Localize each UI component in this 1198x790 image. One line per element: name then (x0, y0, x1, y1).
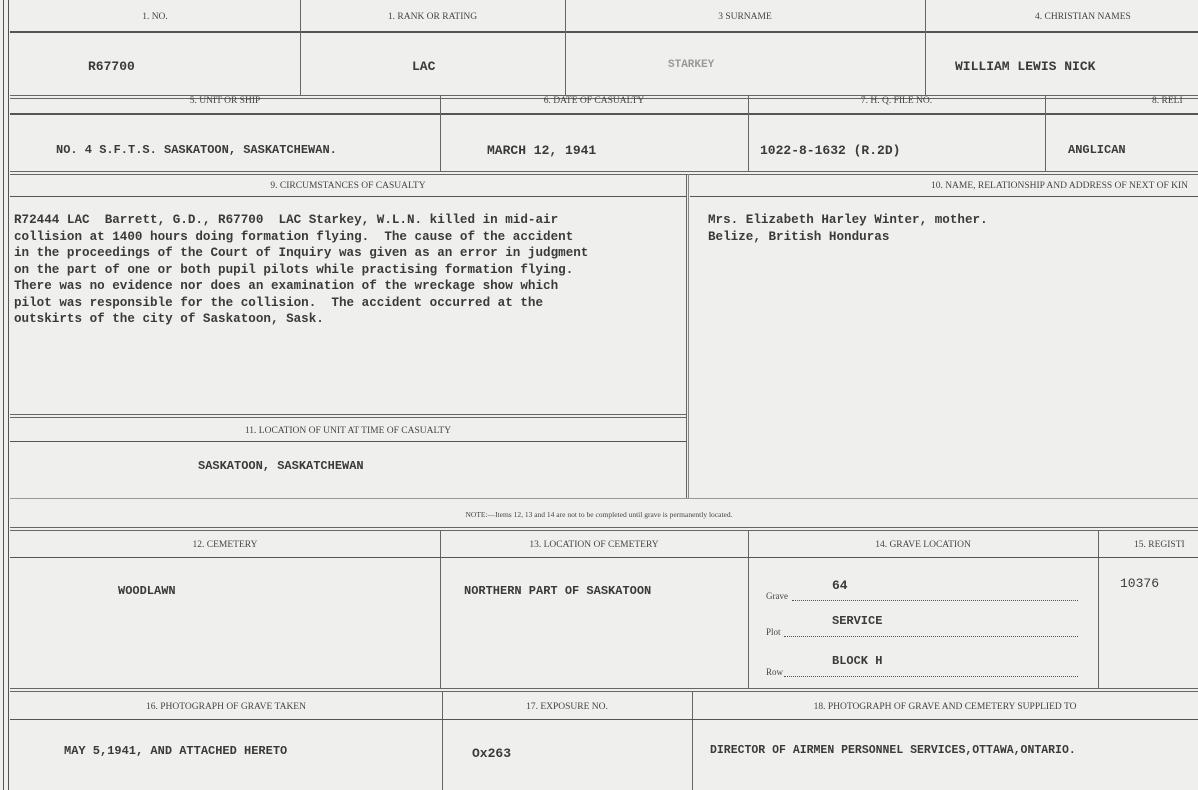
location-unit: SASKATOON, SASKATCHEWAN (198, 459, 364, 473)
left-border (3, 0, 9, 790)
row-label: Row (766, 667, 784, 677)
label-registration: 15. REGISTI (1134, 540, 1185, 550)
religion: ANGLICAN (1068, 143, 1126, 157)
divider (10, 414, 686, 415)
dotted-line (784, 676, 1078, 677)
photo-taken: MAY 5,1941, AND ATTACHED HERETO (64, 744, 288, 758)
label-photo-taken: 16. PHOTOGRAPH OF GRAVE TAKEN (146, 702, 306, 712)
label-grave-location: 14. GRAVE LOCATION (875, 540, 971, 550)
row: BLOCK H (832, 654, 883, 668)
divider (10, 196, 686, 197)
label-exposure: 17. EXPOSURE NO. (526, 702, 608, 712)
dotted-line (784, 636, 1078, 637)
label-rank: 1. RANK OR RATING (387, 12, 478, 22)
photo-supplied-to: DIRECTOR OF AIRMEN PERSONNEL SERVICES,OTTAWA,ONTARIO. (710, 744, 1076, 757)
grave: 64 (832, 578, 848, 593)
divider (10, 171, 1198, 172)
label-surname: 3 SURNAME (718, 12, 772, 22)
next-of-kin-text: Mrs. Elizabeth Harley Winter, mother. Belize, British Honduras (708, 213, 988, 244)
label-religion: 8. RELI (1152, 96, 1183, 106)
label-next-of-kin: 10. NAME, RELATIONSHIP AND ADDRESS OF NEXT OF KIN (930, 181, 1188, 191)
column-divider (440, 96, 441, 172)
divider (10, 527, 1198, 528)
column-divider (925, 0, 926, 96)
divider (10, 31, 1198, 33)
column-divider (1098, 530, 1099, 688)
plot-label: Plot (766, 627, 781, 637)
column-divider (1045, 96, 1046, 172)
unit: NO. 4 S.F.T.S. SASKATOON, SASKATCHEWAN. (56, 143, 337, 157)
christian-names: WILLIAM LEWIS NICK (955, 59, 1096, 74)
grave-label: Grave (766, 591, 788, 601)
column-divider (748, 530, 749, 688)
rank: LAC (412, 59, 436, 74)
service-number: R67700 (88, 59, 135, 74)
column-divider (440, 530, 441, 688)
label-cemetery-location: 13. LOCATION OF CEMETERY (529, 540, 659, 550)
exposure-no: Ox263 (472, 746, 512, 761)
divider (10, 113, 1198, 115)
dotted-line (792, 600, 1078, 601)
plot: SERVICE (832, 614, 883, 628)
divider (10, 719, 1198, 720)
divider (10, 441, 686, 442)
column-divider (748, 96, 749, 172)
label-file-no: 7. H. Q. FILE NO. (860, 96, 933, 106)
label-cemetery: 12. CEMETERY (192, 540, 258, 550)
divider (10, 498, 1198, 499)
label-unit: 5. UNIT OR SHIP (189, 96, 261, 106)
label-photo-supplied: 18. PHOTOGRAPH OF GRAVE AND CEMETERY SUPPLIED TO (813, 702, 1077, 712)
divider (10, 557, 1198, 558)
cemetery: WOODLAWN (118, 584, 176, 598)
date-of-casualty: MARCH 12, 1941 (487, 143, 597, 158)
label-no: 1. NO. (142, 12, 168, 22)
label-date: 6. DATE OF CASUALTY (543, 96, 645, 106)
label-christian-names: 4. CHRISTIAN NAMES (1035, 12, 1131, 22)
cemetery-location: NORTHERN PART OF SASKATOON (464, 584, 652, 598)
note: NOTE:—Items 12, 13 and 14 are not to be completed until grave is permanently located. (465, 510, 733, 519)
surname: STARKEY (668, 59, 715, 71)
column-divider (686, 174, 687, 498)
label-location-unit: 11. LOCATION OF UNIT AT TIME OF CASUALTY (244, 426, 452, 436)
divider (10, 688, 1198, 689)
label-circumstances: 9. CIRCUMSTANCES OF CASUALTY (270, 181, 426, 191)
divider (690, 196, 1198, 197)
registration: 10376 (1120, 576, 1160, 591)
file-no: 1022-8-1632 (R.2D) (760, 143, 901, 158)
circumstances-text: R72444 LAC Barrett, G.D., R67700 LAC Starkey, W.L.N. killed in mid-air collision at 1400 hours doing formation flying. The cause of the accident in the proceedings of the Court of Inquiry was given as an error in judgment on the part of one or both pupil pilots while practising formation flying. There was no evidence nor does an examination of the wreckage show which pilot was responsible for the collision. The accident occurred at the outskirts of the city of Saskatoon, Sask. (14, 213, 589, 326)
